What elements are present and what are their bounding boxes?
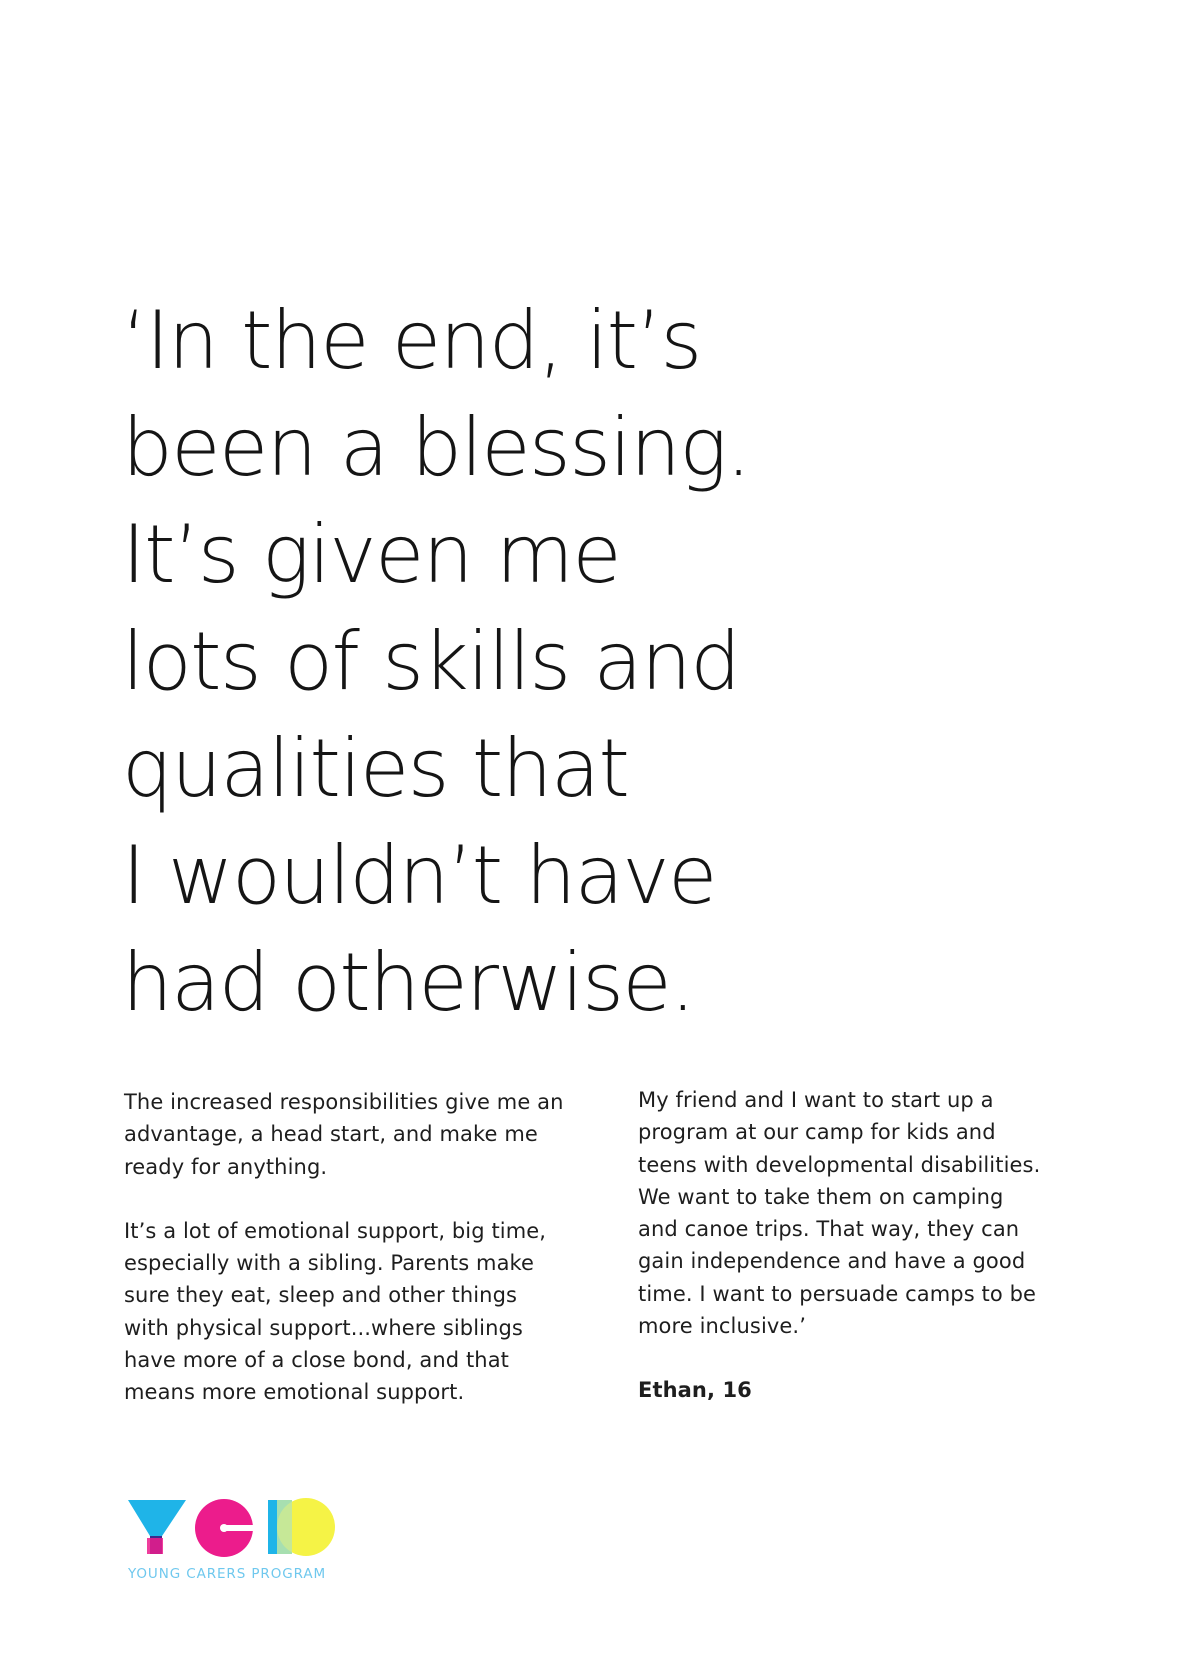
quote-line: been a blessing.	[122, 401, 750, 494]
left-column	[124, 1086, 614, 1441]
paragraph	[124, 1215, 614, 1409]
text-line: and canoe trips. That way, they can	[638, 1217, 1020, 1242]
text-line: especially with a sibling. Parents make	[124, 1251, 535, 1276]
quote-line: I wouldn’t have	[122, 829, 716, 922]
text-line: ready for anything.	[124, 1154, 328, 1179]
quote-line: qualities that	[122, 722, 629, 815]
text-line: means more emotional support.	[124, 1380, 465, 1405]
quote-line: It’s given me	[122, 508, 621, 601]
logo-y-accent	[147, 1538, 163, 1554]
logo-c-notch	[224, 1525, 256, 1531]
quote-line: had otherwise.	[122, 936, 695, 1029]
logo-text: YOUNG CARERS PROGRAM	[128, 1566, 327, 1582]
text-line: teens with developmental disabilities.	[638, 1152, 1041, 1177]
young-carers-program-logo	[128, 1496, 368, 1586]
text-line: We want to take them on camping	[638, 1184, 1004, 1209]
text-line: My friend and I want to start up a	[638, 1088, 994, 1112]
paragraph	[124, 1086, 614, 1183]
right-column	[638, 1084, 1108, 1407]
attribution: Ethan, 16	[638, 1378, 752, 1403]
text-line: with physical support...where siblings	[124, 1315, 523, 1340]
logo-p-overlap	[277, 1500, 292, 1554]
quote-line: ‘In the end, it’s	[122, 294, 701, 387]
text-line: advantage, a head start, and make me	[124, 1122, 538, 1147]
text-line: have more of a close bond, and that	[124, 1348, 509, 1373]
quote-line: lots of skills and	[122, 615, 740, 708]
text-line: program at our camp for kids and	[638, 1120, 996, 1145]
text-line: gain independence and have a good	[638, 1249, 1026, 1274]
text-line: time. I want to persuade camps to be	[638, 1281, 1037, 1306]
text-line: The increased responsibilities give me an	[124, 1090, 564, 1114]
text-line: more inclusive.’	[638, 1314, 806, 1339]
quote	[122, 287, 842, 1036]
paragraph	[638, 1084, 1108, 1342]
text-line: sure they eat, sleep and other things	[124, 1283, 518, 1308]
logo-c-dot	[220, 1524, 228, 1532]
logo-mark	[128, 1496, 368, 1562]
text-line: It’s a lot of emotional support, big time,	[124, 1218, 547, 1243]
